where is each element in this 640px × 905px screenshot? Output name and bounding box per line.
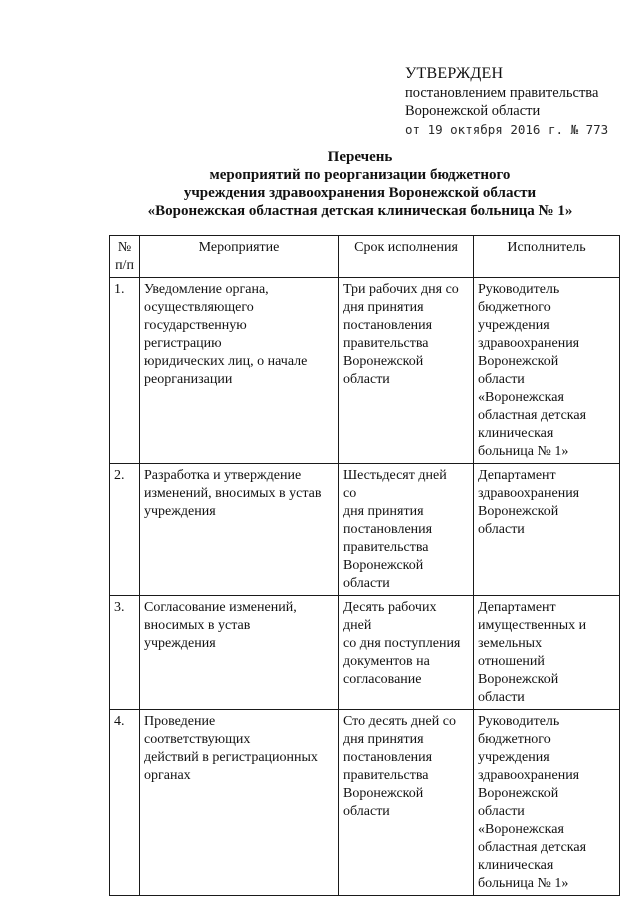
- cell-line: Воронежской: [478, 504, 559, 519]
- deadline-cell: [339, 710, 474, 896]
- cell-line: области: [478, 372, 525, 387]
- cell-line: согласование: [343, 672, 422, 687]
- cell-line: учреждения: [478, 750, 550, 765]
- cell-line: Десять рабочих: [343, 600, 437, 615]
- cell-line: «Воронежская: [478, 822, 564, 837]
- cell-line: имущественных и: [478, 618, 587, 633]
- cell-line: Руководитель: [478, 282, 560, 297]
- cell-line: Воронежской: [343, 786, 424, 801]
- decree-date: от 19 октября 2016 г. № 773: [405, 122, 609, 137]
- cell-line: бюджетного: [478, 300, 551, 315]
- cell-line: Воронежской: [343, 354, 424, 369]
- header-num-line: п/п: [115, 258, 134, 273]
- cell-line: органах: [144, 768, 191, 783]
- measure-cell: [140, 278, 339, 464]
- cell-line: действий в регистрационных: [144, 750, 318, 765]
- table-row: [110, 710, 620, 896]
- table-row: [110, 464, 620, 596]
- approval-line: постановлением правительства: [405, 85, 599, 101]
- cell-line: вносимых в устав: [144, 618, 251, 633]
- cell-line: клиническая: [478, 858, 554, 873]
- cell-line: Воронежской: [478, 354, 559, 369]
- row-number: 4.: [110, 710, 140, 896]
- cell-line: «Воронежская: [478, 390, 564, 405]
- executor-cell: [474, 596, 620, 710]
- measure-cell: [140, 464, 339, 596]
- measure-cell: [140, 596, 339, 710]
- cell-line: больница № 1»: [478, 876, 569, 891]
- cell-line: области: [343, 804, 390, 819]
- cell-line: Уведомление органа,: [144, 282, 269, 297]
- cell-line: Департамент: [478, 468, 556, 483]
- cell-line: области: [478, 522, 525, 537]
- cell-line: Разработка и утверждение: [144, 468, 302, 483]
- cell-line: учреждения: [478, 318, 550, 333]
- cell-line: реорганизации: [144, 372, 233, 387]
- row-number: 1.: [110, 278, 140, 464]
- cell-line: учреждения: [144, 504, 216, 519]
- cell-line: областная детская: [478, 840, 587, 855]
- row-number: 3.: [110, 596, 140, 710]
- table-header-row: [110, 236, 620, 278]
- cell-line: здравоохранения: [478, 486, 580, 501]
- cell-line: со дня поступления: [343, 636, 461, 651]
- title-line: мероприятий по реорганизации бюджетного: [209, 167, 511, 183]
- cell-line: Воронежской: [478, 786, 559, 801]
- cell-line: постановления: [343, 522, 433, 537]
- cell-line: соответствующих: [144, 732, 251, 747]
- cell-line: правительства: [343, 768, 429, 783]
- cell-line: правительства: [343, 540, 429, 555]
- measure-cell: [140, 710, 339, 896]
- cell-line: больница № 1»: [478, 444, 569, 459]
- cell-line: правительства: [343, 336, 429, 351]
- cell-line: дней: [343, 618, 372, 633]
- cell-line: Три рабочих дня со: [343, 282, 459, 297]
- executor-cell: [474, 464, 620, 596]
- cell-line: области: [343, 576, 390, 591]
- cell-line: отношений: [478, 654, 545, 669]
- approval-stamp: [405, 64, 635, 139]
- deadline-cell: [339, 596, 474, 710]
- cell-line: здравоохранения: [478, 768, 580, 783]
- cell-line: здравоохранения: [478, 336, 580, 351]
- title-line: Перечень: [327, 149, 393, 165]
- row-number: 2.: [110, 464, 140, 596]
- cell-line: Воронежской: [478, 672, 559, 687]
- deadline-cell: [339, 464, 474, 596]
- table-row: [110, 278, 620, 464]
- cell-line: земельных: [478, 636, 543, 651]
- cell-line: со: [343, 486, 357, 501]
- cell-line: клиническая: [478, 426, 554, 441]
- cell-line: постановления: [343, 318, 433, 333]
- approval-line: Воронежской области: [405, 103, 541, 119]
- cell-line: Сто десять дней со: [343, 714, 456, 729]
- cell-line: постановления: [343, 750, 433, 765]
- title-line: «Воронежская областная детская клиническая больница № 1»: [147, 203, 573, 219]
- cell-line: дня принятия: [343, 300, 424, 315]
- header-measure: Мероприятие: [140, 236, 339, 278]
- cell-line: юридических лиц, о начале: [144, 354, 308, 369]
- cell-line: Департамент: [478, 600, 556, 615]
- cell-line: осуществляющего: [144, 300, 254, 315]
- cell-line: Воронежской: [343, 558, 424, 573]
- cell-line: области: [478, 690, 525, 705]
- cell-line: областная детская: [478, 408, 587, 423]
- cell-line: Шестьдесят дней: [343, 468, 447, 483]
- cell-line: изменений, вносимых в устав: [144, 486, 322, 501]
- cell-line: бюджетного: [478, 732, 551, 747]
- header-num-line: №: [117, 240, 132, 255]
- executor-cell: [474, 278, 620, 464]
- cell-line: Согласование изменений,: [144, 600, 297, 615]
- cell-line: Проведение: [144, 714, 216, 729]
- cell-line: учреждения: [144, 636, 216, 651]
- header-executor: Исполнитель: [474, 236, 620, 278]
- cell-line: дня принятия: [343, 732, 424, 747]
- cell-line: регистрацию: [144, 336, 222, 351]
- cell-line: Руководитель: [478, 714, 560, 729]
- title-line: учреждения здравоохранения Воронежской области: [183, 185, 537, 201]
- approved-word: УТВЕРЖДЕН: [405, 65, 504, 82]
- document-title: [100, 148, 620, 220]
- cell-line: государственную: [144, 318, 247, 333]
- executor-cell: [474, 710, 620, 896]
- deadline-cell: [339, 278, 474, 464]
- header-num: [110, 236, 140, 278]
- measures-table: [109, 235, 620, 896]
- cell-line: области: [478, 804, 525, 819]
- cell-line: области: [343, 372, 390, 387]
- cell-line: дня принятия: [343, 504, 424, 519]
- table-row: [110, 596, 620, 710]
- cell-line: документов на: [343, 654, 430, 669]
- header-deadline: Срок исполнения: [339, 236, 474, 278]
